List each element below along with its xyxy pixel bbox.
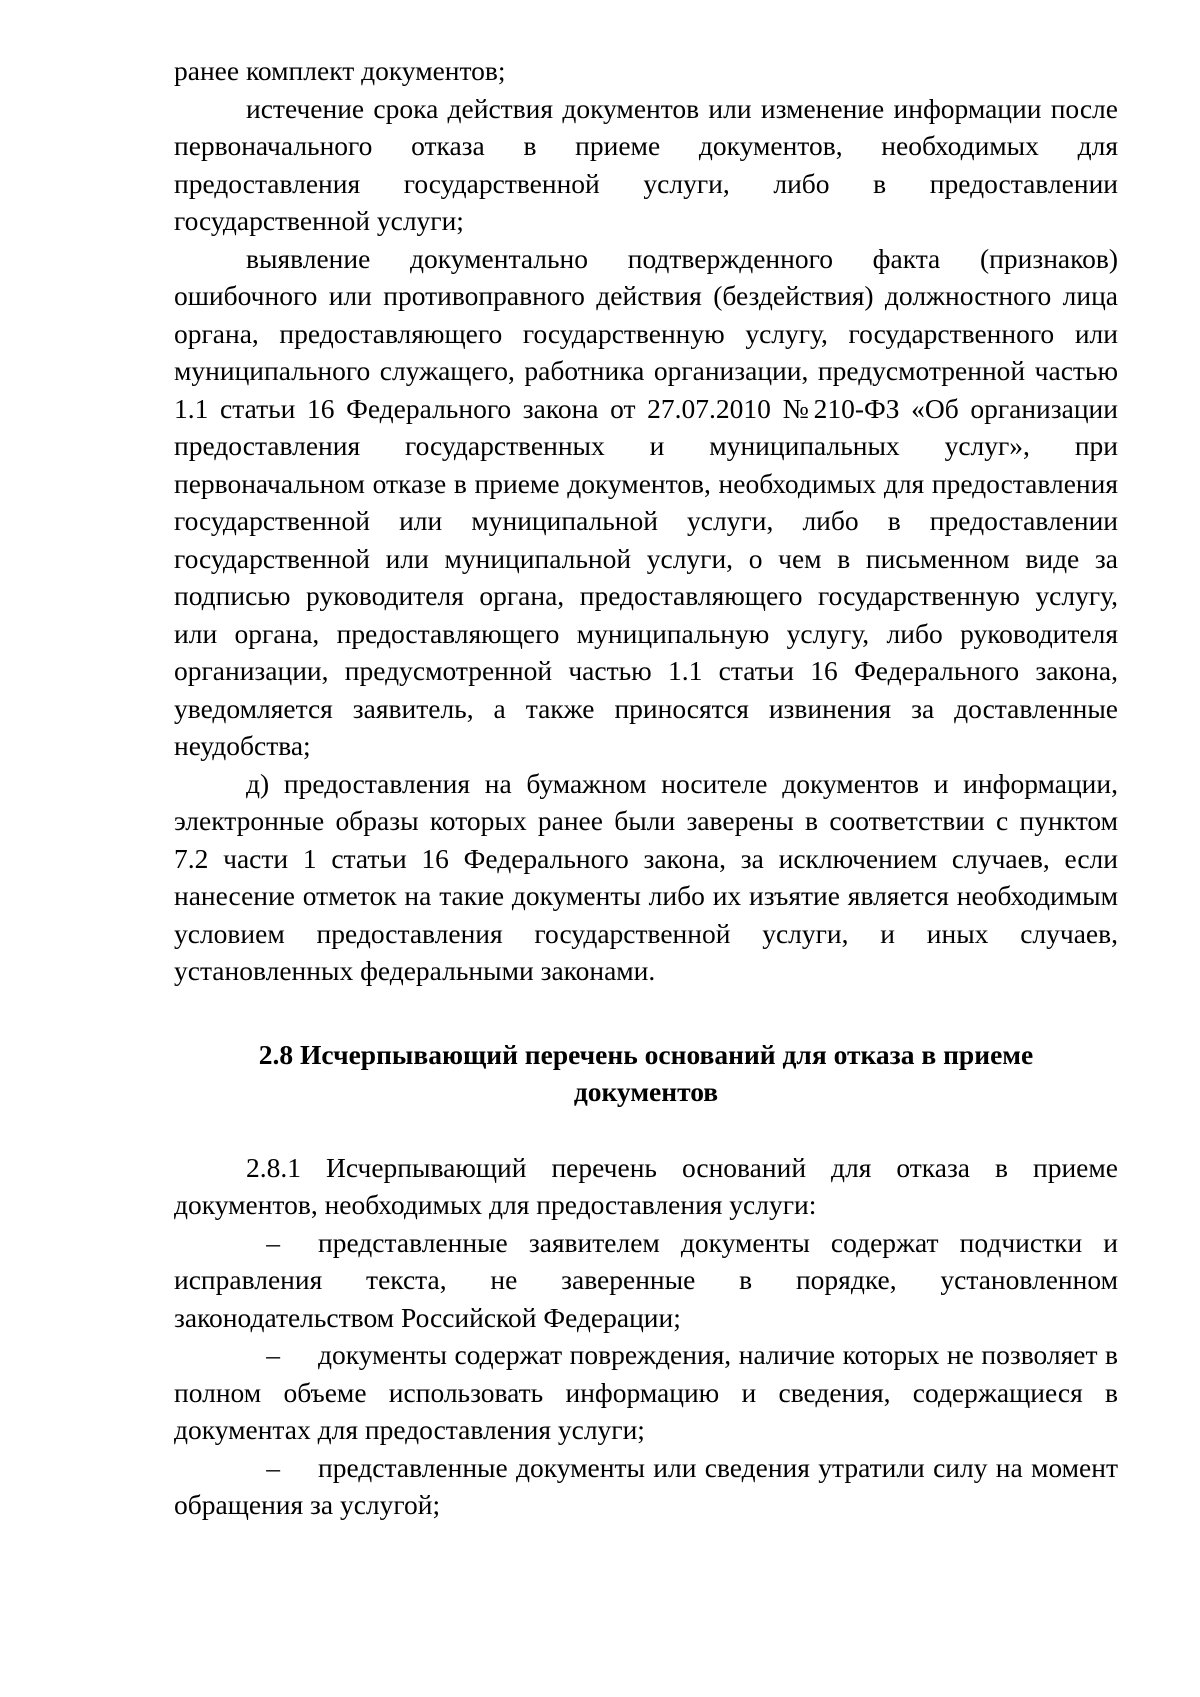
paragraph-official-error: выявление документально подтвержденного факта (признаков) ошибочного или противоправного действия (бездействия) должностного лица органа, предоставляющего государственную услугу, государственного или муниципального служащего, работника организации, предусмотренной частью 1.1 статьи 16 Федерального закона от 27.07.2010 №210-ФЗ «Об организации предоставления государственных и муниципальных услуг», при первоначальном отказе в приеме документов, необходимых для предоставления государственной или муниципальной услуги, либо в предоставлении государственной или муниципальной услуги, о чем в письменном виде за подписью руководителя органа, предоставляющего государственную услугу, или органа, предоставляющего муниципальную услугу, либо руководителя организации, предусмотренной частью 1.1 статьи 16 Федерального закона, уведомляется заявитель, а также приносятся извинения за доставленные неудобства; xyxy=(174,242,1118,761)
list-item-text: документы содержат повреждения, наличие которых не позволяет в полном объеме использовать информацию и сведения, содержащиеся в документах для предоставления услуги; xyxy=(174,1339,1118,1445)
list-item-text: представленные заявителем документы содержат подчистки и исправления текста, не заверенные в порядке, установленном законодательством Российской Федерации; xyxy=(174,1226,1118,1333)
dash-marker: – xyxy=(266,1451,280,1483)
section-heading: 2.8 Исчерпывающий перечень оснований для отказа в приеме документов xyxy=(258,1038,1034,1107)
continuation-text: ранее комплект документов; xyxy=(174,55,506,86)
list-item xyxy=(174,1224,1118,1337)
paragraph-paper-documents: д) предоставления на бумажном носителе документов и информации, электронные образы которых ранее были заверены в соответствии с пунктом 7.2 части 1 статьи 16 Федерального закона, за исключением случаев, если нанесение отметок на такие документы либо их изъятие является необходимым условием предоставления государственной услуги, и иных случаев, установленных федеральными законами. xyxy=(174,767,1118,986)
dash-marker: – xyxy=(266,1226,280,1258)
list-item xyxy=(174,1449,1118,1524)
list-item xyxy=(174,1336,1118,1449)
paragraph-document-expiry: истечение срока действия документов или изменение информации после первоначального отказа в приеме документов, необходимых для предоставления государственной услуги, либо в предоставлении государственной услуги; xyxy=(174,92,1118,236)
list-item-text: представленные документы или сведения утратили силу на момент обращения за услугой; xyxy=(174,1451,1118,1520)
section-intro: 2.8.1 Исчерпывающий перечень оснований для отказа в приеме документов, необходимых для предоставления услуги: xyxy=(174,1151,1118,1220)
dash-marker: – xyxy=(266,1339,280,1370)
document-page xyxy=(174,52,1118,1524)
